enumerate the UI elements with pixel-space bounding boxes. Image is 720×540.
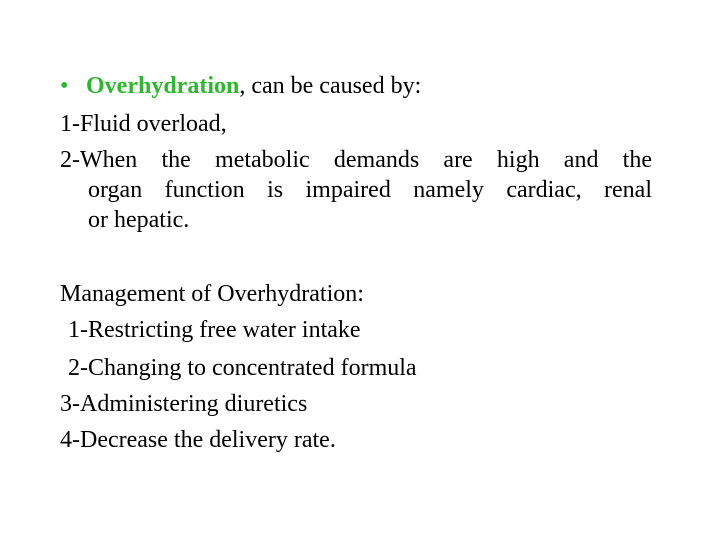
bullet-icon: •: [60, 73, 69, 99]
management-item-3: 3-Administering diuretics: [60, 391, 308, 417]
management-item-2: 2-Changing to concentrated formula: [68, 355, 417, 381]
cause-item-2-line-3: or hepatic.: [88, 207, 190, 233]
overhydration-term: Overhydration: [86, 73, 240, 99]
management-item-4: 4-Decrease the delivery rate.: [60, 427, 336, 453]
management-item-1: 1-Restricting free water intake: [68, 317, 361, 343]
cause-item-1: 1-Fluid overload,: [60, 111, 227, 137]
cause-item-2-line-2: organ function is impaired namely cardiac, renal: [88, 177, 652, 203]
cause-intro-line: [60, 72, 421, 100]
management-heading: Management of Overhydration:: [60, 281, 364, 307]
intro-rest: , can be caused by:: [239, 73, 422, 99]
cause-item-2-line-1: 2-When the metabolic demands are high and the: [60, 147, 652, 173]
